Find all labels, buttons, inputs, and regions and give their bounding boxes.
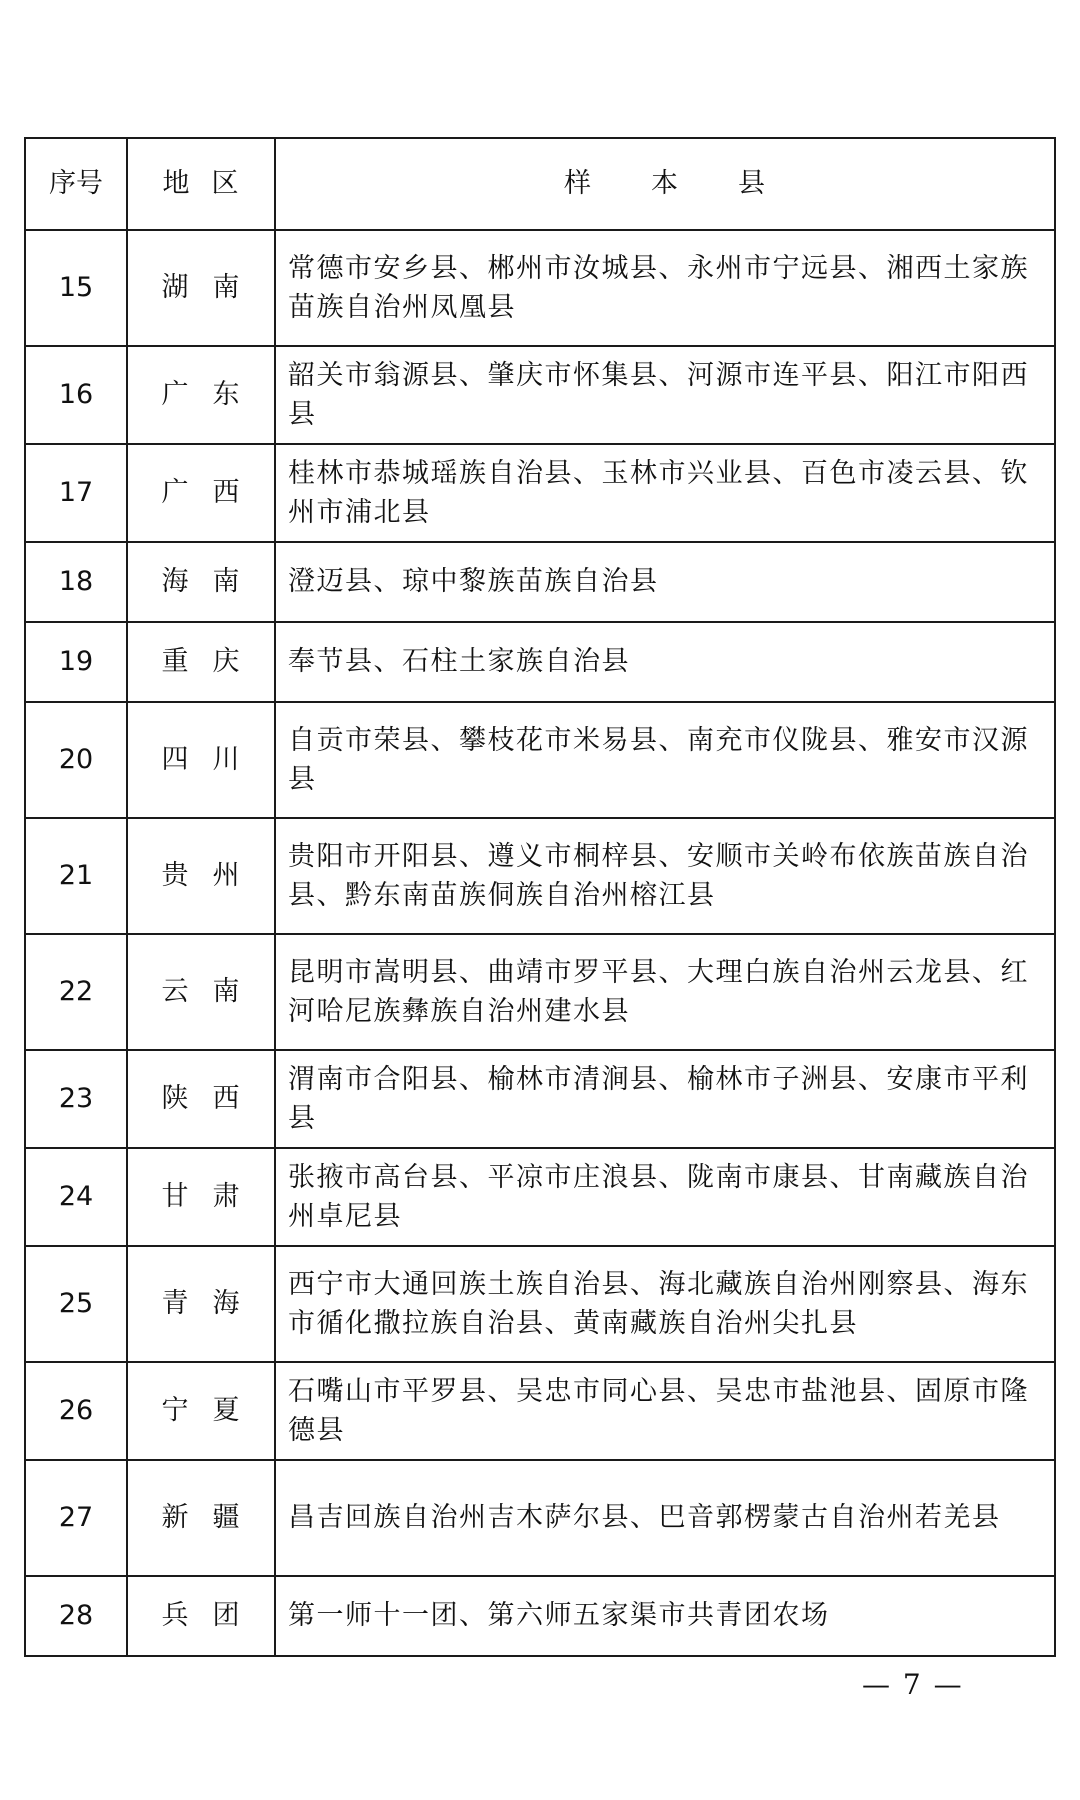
row-counties: 渭南市合阳县、榆林市清涧县、榆林市子洲县、安康市平利县	[275, 1050, 1055, 1148]
sample-county-table-container	[24, 137, 1054, 1657]
row-counties: 奉节县、石柱土家族自治县	[275, 622, 1055, 702]
row-index: 24	[25, 1148, 127, 1246]
row-counties: 昆明市嵩明县、曲靖市罗平县、大理白族自治州云龙县、红河哈尼族彝族自治州建水县	[275, 934, 1055, 1050]
row-region: 贵州	[127, 818, 275, 934]
header-region: 地区	[127, 138, 275, 230]
row-region: 湖南	[127, 230, 275, 346]
row-counties: 韶关市翁源县、肇庆市怀集县、河源市连平县、阳江市阳西县	[275, 346, 1055, 444]
table-row	[25, 346, 1055, 444]
row-region: 广西	[127, 444, 275, 542]
row-counties: 常德市安乡县、郴州市汝城县、永州市宁远县、湘西土家族苗族自治州凤凰县	[275, 230, 1055, 346]
row-index: 17	[25, 444, 127, 542]
table-row	[25, 1148, 1055, 1246]
row-index: 28	[25, 1576, 127, 1656]
table-row	[25, 542, 1055, 622]
row-counties: 澄迈县、琼中黎族苗族自治县	[275, 542, 1055, 622]
header-index: 序号	[25, 138, 127, 230]
row-region: 新疆	[127, 1460, 275, 1576]
row-region: 广东	[127, 346, 275, 444]
row-region: 兵团	[127, 1576, 275, 1656]
table-row	[25, 444, 1055, 542]
row-counties: 石嘴山市平罗县、吴忠市同心县、吴忠市盐池县、固原市隆德县	[275, 1362, 1055, 1460]
table-row	[25, 1050, 1055, 1148]
row-index: 23	[25, 1050, 127, 1148]
row-index: 21	[25, 818, 127, 934]
row-counties: 贵阳市开阳县、遵义市桐梓县、安顺市关岭布依族苗族自治县、黔东南苗族侗族自治州榕江县	[275, 818, 1055, 934]
row-region: 重庆	[127, 622, 275, 702]
table-row	[25, 230, 1055, 346]
sample-county-table	[24, 137, 1056, 1657]
row-counties: 西宁市大通回族土族自治县、海北藏族自治州刚察县、海东市循化撒拉族自治县、黄南藏族自治州尖扎县	[275, 1246, 1055, 1362]
table-header-row	[25, 138, 1055, 230]
row-region: 甘肃	[127, 1148, 275, 1246]
row-index: 25	[25, 1246, 127, 1362]
row-index: 16	[25, 346, 127, 444]
row-region: 四川	[127, 702, 275, 818]
header-counties: 样本县	[275, 138, 1055, 230]
page-number: — 7 —	[862, 1668, 964, 1701]
table-row	[25, 1246, 1055, 1362]
row-counties: 昌吉回族自治州吉木萨尔县、巴音郭楞蒙古自治州若羌县	[275, 1460, 1055, 1576]
row-index: 18	[25, 542, 127, 622]
table-row	[25, 622, 1055, 702]
row-region: 海南	[127, 542, 275, 622]
row-index: 22	[25, 934, 127, 1050]
row-counties: 第一师十一团、第六师五家渠市共青团农场	[275, 1576, 1055, 1656]
row-region: 云南	[127, 934, 275, 1050]
row-index: 15	[25, 230, 127, 346]
row-region: 陕西	[127, 1050, 275, 1148]
row-index: 20	[25, 702, 127, 818]
row-counties: 自贡市荣县、攀枝花市米易县、南充市仪陇县、雅安市汉源县	[275, 702, 1055, 818]
table-row	[25, 1460, 1055, 1576]
row-index: 19	[25, 622, 127, 702]
row-counties: 张掖市高台县、平凉市庄浪县、陇南市康县、甘南藏族自治州卓尼县	[275, 1148, 1055, 1246]
table-row	[25, 702, 1055, 818]
row-index: 27	[25, 1460, 127, 1576]
table-row	[25, 818, 1055, 934]
table-row	[25, 1576, 1055, 1656]
row-counties: 桂林市恭城瑶族自治县、玉林市兴业县、百色市凌云县、钦州市浦北县	[275, 444, 1055, 542]
row-region: 宁夏	[127, 1362, 275, 1460]
table-row	[25, 934, 1055, 1050]
row-index: 26	[25, 1362, 127, 1460]
row-region: 青海	[127, 1246, 275, 1362]
table-row	[25, 1362, 1055, 1460]
